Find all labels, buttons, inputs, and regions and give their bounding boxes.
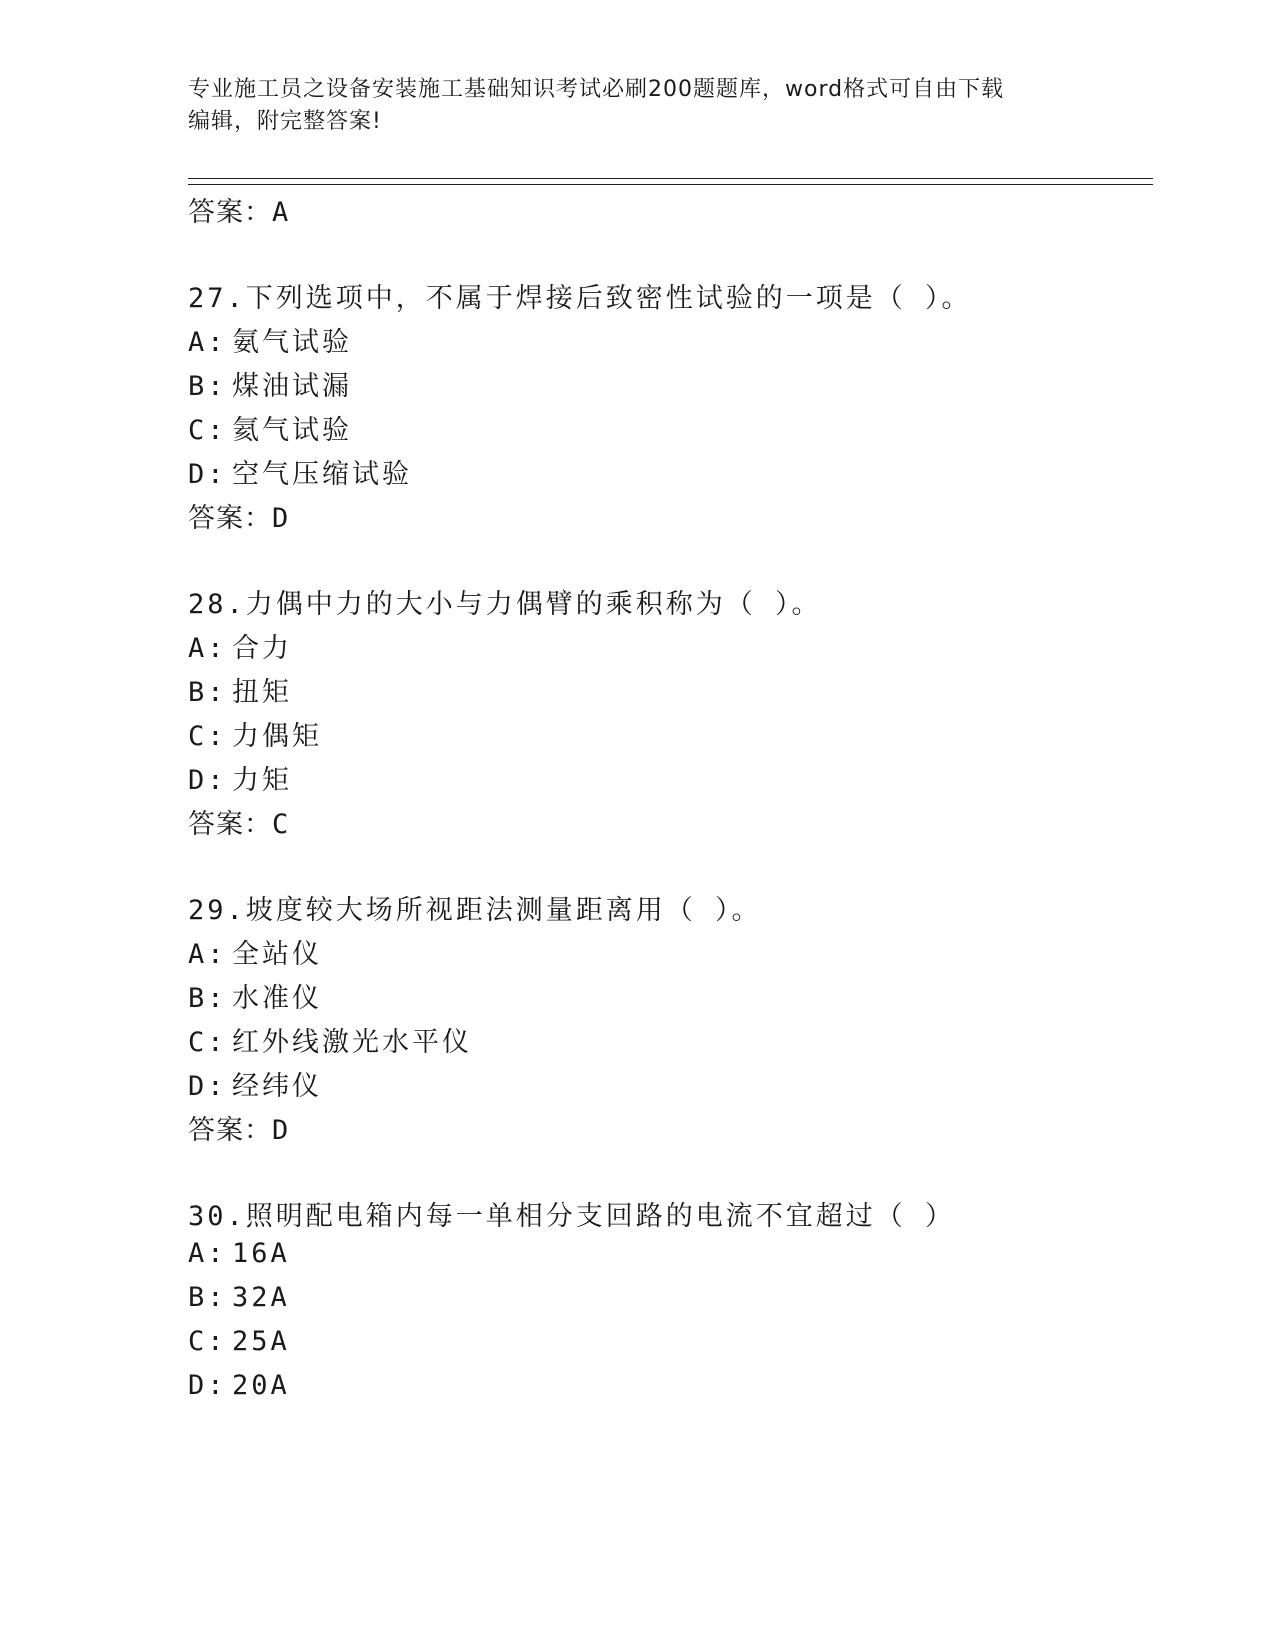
option-text: 氦气试验	[232, 415, 352, 446]
question-30-option-d	[188, 1370, 290, 1401]
option-key: C:	[188, 415, 227, 446]
option-key: B:	[188, 983, 227, 1014]
question-28-option-c	[188, 714, 322, 753]
option-key: D:	[188, 459, 227, 490]
option-text: 氨气试验	[232, 327, 352, 358]
option-key: A:	[188, 327, 227, 358]
question-28-option-b	[188, 670, 292, 709]
answer-label: 答案：	[188, 1115, 272, 1146]
option-key: D:	[188, 1071, 227, 1102]
answer-value: C	[272, 809, 290, 840]
question-30-option-b	[188, 1282, 290, 1313]
question-27-option-d	[188, 452, 412, 491]
option-text: 扭矩	[232, 677, 292, 708]
option-text: 经纬仪	[232, 1071, 322, 1102]
option-text: 水准仪	[232, 983, 322, 1014]
question-28-stem: 28.力偶中力的大小与力偶臂的乘积称为（ ）。	[188, 589, 822, 620]
header-line-2: 编辑，附完整答案!	[188, 109, 382, 134]
option-text: 合力	[232, 633, 292, 664]
answer-value: A	[272, 197, 290, 228]
question-30-stem: 30.照明配电箱内每一单相分支回路的电流不宜超过（ ）	[188, 1201, 956, 1232]
option-key: C:	[188, 721, 227, 752]
question-30-option-c	[188, 1326, 290, 1357]
option-text: 16A	[232, 1238, 290, 1269]
question-28-option-a	[188, 626, 292, 665]
option-key: C:	[188, 1326, 227, 1357]
answer-label: 答案：	[188, 809, 272, 840]
option-text: 20A	[232, 1370, 290, 1401]
option-text: 力偶矩	[232, 721, 322, 752]
option-key: D:	[188, 765, 227, 796]
question-27-option-a	[188, 320, 352, 359]
question-27-option-b	[188, 364, 352, 403]
option-key: D:	[188, 1370, 227, 1401]
answer-label: 答案：	[188, 503, 272, 534]
answer-previous	[188, 190, 289, 229]
option-text: 煤油试漏	[232, 371, 352, 402]
option-key: A:	[188, 1238, 227, 1269]
question-29-answer	[188, 1108, 289, 1147]
answer-value: D	[272, 503, 290, 534]
option-key: B:	[188, 677, 227, 708]
question-30-option-a	[188, 1238, 290, 1269]
option-text: 力矩	[232, 765, 292, 796]
question-29-option-c	[188, 1020, 472, 1059]
answer-label: 答案：	[188, 197, 272, 228]
option-key: A:	[188, 939, 227, 970]
option-text: 红外线激光水平仪	[232, 1027, 472, 1058]
question-28-answer	[188, 802, 289, 841]
header-divider-top	[188, 178, 1153, 179]
option-text: 空气压缩试验	[232, 459, 412, 490]
option-text: 全站仪	[232, 939, 322, 970]
option-text: 32A	[232, 1282, 290, 1313]
question-27-option-c	[188, 408, 352, 447]
document-header	[188, 74, 1088, 138]
question-28-option-d	[188, 758, 292, 797]
question-27-stem: 27.下列选项中，不属于焊接后致密性试验的一项是（ ）。	[188, 283, 972, 314]
question-29-option-d	[188, 1064, 322, 1103]
option-key: B:	[188, 1282, 227, 1313]
question-29-stem: 29.坡度较大场所视距法测量距离用（ ）。	[188, 895, 762, 926]
answer-value: D	[272, 1115, 290, 1146]
option-key: C:	[188, 1027, 227, 1058]
option-key: B:	[188, 371, 227, 402]
option-key: A:	[188, 633, 227, 664]
question-29-option-b	[188, 976, 322, 1015]
question-27-answer	[188, 496, 289, 535]
question-29-option-a	[188, 932, 322, 971]
option-text: 25A	[232, 1326, 290, 1357]
header-line-1: 专业施工员之设备安装施工基础知识考试必刷200题题库，word格式可自由下载	[188, 77, 1005, 102]
header-divider-bottom	[188, 184, 1153, 185]
